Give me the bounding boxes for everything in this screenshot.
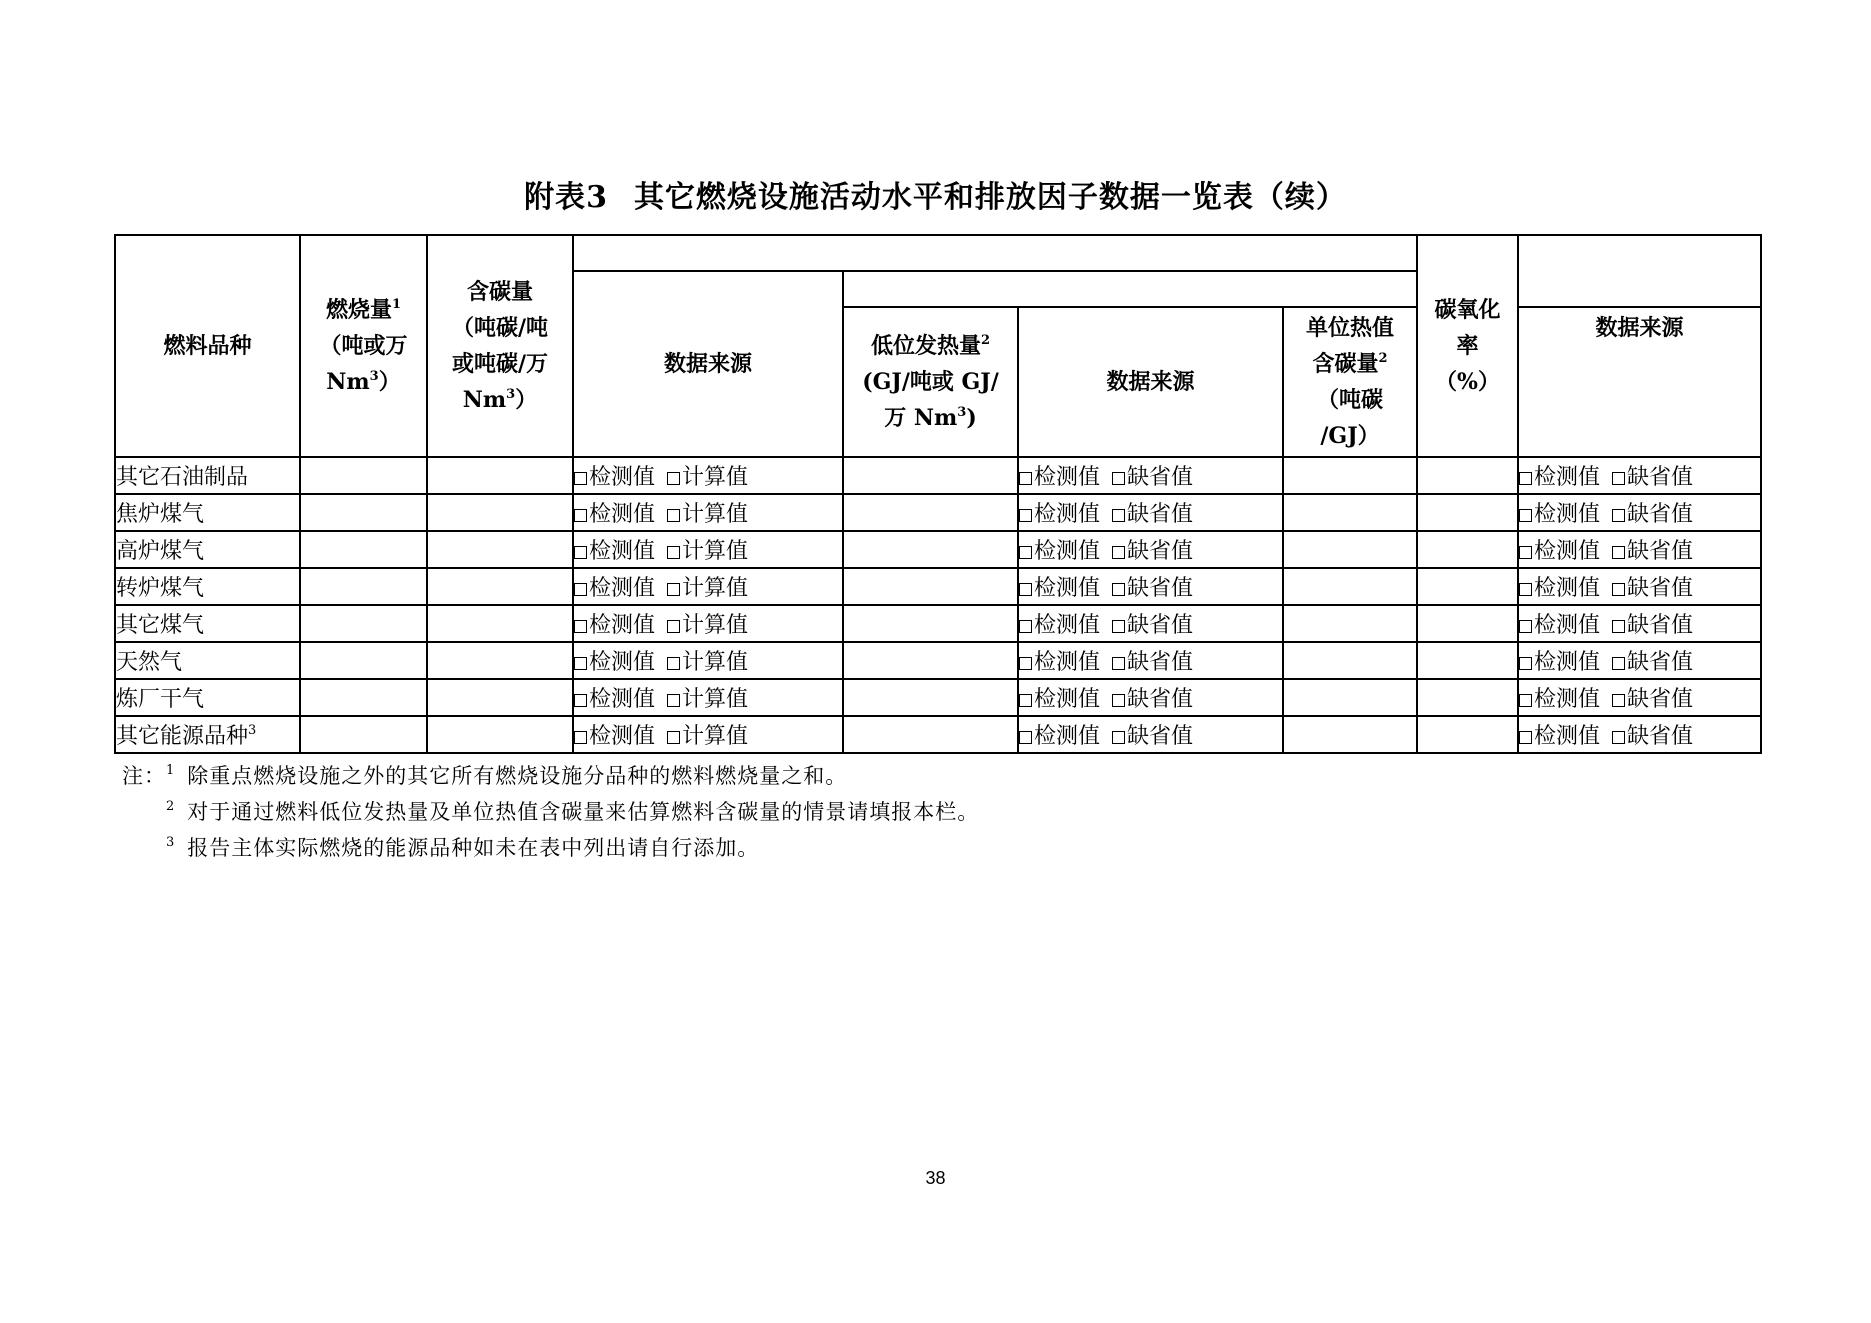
checkbox-icon[interactable] — [1519, 509, 1532, 522]
option-calculated[interactable]: 计算值 — [667, 465, 748, 490]
oxidation-rate-cell[interactable] — [1417, 568, 1518, 605]
carbon-content-cell[interactable] — [427, 531, 573, 568]
option-measured[interactable]: 检测值 — [574, 502, 655, 527]
fuel-name-cell: 其它能源品种$^3$ — [115, 716, 300, 753]
checkbox-icon[interactable] — [1612, 620, 1625, 633]
option-measured[interactable]: 检测值 — [1019, 576, 1100, 601]
carbon-content-cell[interactable] — [427, 457, 573, 494]
option-measured[interactable]: 检测值 — [1519, 576, 1600, 601]
checkbox-icon[interactable] — [574, 583, 587, 596]
option-measured[interactable]: 检测值 — [1519, 724, 1600, 749]
option-measured[interactable]: 检测值 — [574, 724, 655, 749]
checkbox-icon[interactable] — [667, 583, 680, 596]
option-measured[interactable]: 检测值 — [1019, 465, 1100, 490]
option-measured[interactable]: 检测值 — [574, 687, 655, 712]
checkbox-icon[interactable] — [1612, 657, 1625, 670]
option-calculated[interactable]: 计算值 — [667, 687, 748, 712]
checkbox-icon[interactable] — [1112, 509, 1125, 522]
oxidation-rate-cell[interactable] — [1417, 605, 1518, 642]
checkbox-icon[interactable] — [1112, 620, 1125, 633]
carbon-per-heat-cell[interactable] — [1283, 568, 1417, 605]
data-source-cell — [1518, 679, 1761, 716]
header-oxidation-rate: 碳氧化 率 （%） — [1417, 235, 1518, 457]
fuel-name-cell: 转炉煤气 — [115, 568, 300, 605]
table-row — [115, 605, 1761, 642]
option-default[interactable]: 缺省值 — [1612, 502, 1693, 527]
checkbox-icon[interactable] — [1612, 731, 1625, 744]
data-source-cell — [1018, 716, 1283, 753]
option-measured[interactable]: 检测值 — [1019, 650, 1100, 675]
option-measured[interactable]: 检测值 — [574, 576, 655, 601]
option-default[interactable]: 缺省值 — [1112, 465, 1193, 490]
carbon-per-heat-cell[interactable] — [1283, 457, 1417, 494]
option-measured[interactable]: 检测值 — [1019, 539, 1100, 564]
option-default[interactable]: 缺省值 — [1112, 687, 1193, 712]
table-row — [115, 568, 1761, 605]
table-row — [115, 457, 1761, 494]
option-calculated[interactable]: 计算值 — [667, 613, 748, 638]
net-calorific-value-cell[interactable] — [843, 679, 1018, 716]
footnote-2: $^2$ 对于通过燃料低位发热量及单位热值含碳量来估算燃料含碳量的情景请填报本栏。 — [166, 799, 980, 824]
option-default[interactable]: 缺省值 — [1112, 724, 1193, 749]
data-source-cell — [1018, 568, 1283, 605]
checkbox-icon[interactable] — [667, 694, 680, 707]
footnotes — [122, 758, 979, 866]
carbon-per-heat-cell[interactable] — [1283, 716, 1417, 753]
checkbox-icon[interactable] — [574, 620, 587, 633]
data-source-cell — [1518, 531, 1761, 568]
checkbox-icon[interactable] — [574, 731, 587, 744]
checkbox-icon[interactable] — [574, 472, 587, 485]
checkbox-icon[interactable] — [1019, 657, 1032, 670]
carbon-content-cell[interactable] — [427, 679, 573, 716]
checkbox-icon[interactable] — [1019, 546, 1032, 559]
option-default[interactable]: 缺省值 — [1112, 502, 1193, 527]
data-source-cell — [573, 716, 843, 753]
fuel-name-cell: 焦炉煤气 — [115, 494, 300, 531]
checkbox-icon[interactable] — [1612, 509, 1625, 522]
footnote-1: 注：$^1$ 除重点燃烧设施之外的其它所有燃烧设施分品种的燃料燃烧量之和。 — [122, 763, 848, 788]
data-source-cell — [573, 605, 843, 642]
oxidation-rate-cell[interactable] — [1417, 642, 1518, 679]
carbon-per-heat-cell[interactable] — [1283, 494, 1417, 531]
checkbox-icon[interactable] — [667, 731, 680, 744]
header-combustion-amount: 燃烧量$^1$ （吨或万 Nm$^3$） — [300, 235, 427, 457]
oxidation-rate-cell[interactable] — [1417, 457, 1518, 494]
option-default[interactable]: 缺省值 — [1612, 724, 1693, 749]
checkbox-icon[interactable] — [667, 509, 680, 522]
option-measured[interactable]: 检测值 — [1519, 539, 1600, 564]
carbon-per-heat-cell[interactable] — [1283, 531, 1417, 568]
checkbox-icon[interactable] — [1519, 694, 1532, 707]
oxidation-rate-cell[interactable] — [1417, 679, 1518, 716]
table-row — [115, 679, 1761, 716]
checkbox-icon[interactable] — [1519, 657, 1532, 670]
data-source-cell — [1518, 457, 1761, 494]
table-row — [115, 716, 1761, 753]
header-blank-right — [1518, 235, 1761, 307]
oxidation-rate-cell[interactable] — [1417, 716, 1518, 753]
data-source-cell — [1018, 531, 1283, 568]
header-carbon-content: 含碳量 （吨碳/吨 或吨碳/万 Nm$^3$） — [427, 235, 573, 457]
option-calculated[interactable]: 计算值 — [667, 576, 748, 601]
option-default[interactable]: 缺省值 — [1112, 650, 1193, 675]
fuel-name-cell: 其它石油制品 — [115, 457, 300, 494]
net-calorific-value-cell[interactable] — [843, 494, 1018, 531]
option-measured[interactable]: 检测值 — [1019, 724, 1100, 749]
header-fuel-type: 燃料品种 — [115, 235, 300, 457]
combustion-amount-cell[interactable] — [300, 605, 427, 642]
checkbox-icon[interactable] — [574, 546, 587, 559]
carbon-content-cell[interactable] — [427, 494, 573, 531]
option-calculated[interactable]: 计算值 — [667, 539, 748, 564]
checkbox-icon[interactable] — [1519, 620, 1532, 633]
combustion-amount-cell[interactable] — [300, 642, 427, 679]
option-default[interactable]: 缺省值 — [1112, 576, 1193, 601]
data-source-cell — [573, 679, 843, 716]
data-source-cell — [1518, 568, 1761, 605]
option-default[interactable]: 缺省值 — [1612, 465, 1693, 490]
checkbox-icon[interactable] — [1019, 731, 1032, 744]
option-measured[interactable]: 检测值 — [1019, 502, 1100, 527]
carbon-content-cell[interactable] — [427, 642, 573, 679]
option-default[interactable]: 缺省值 — [1612, 650, 1693, 675]
option-default[interactable]: 缺省值 — [1112, 613, 1193, 638]
combustion-amount-cell[interactable] — [300, 568, 427, 605]
net-calorific-value-cell[interactable] — [843, 642, 1018, 679]
data-source-cell — [573, 642, 843, 679]
header-data-source-3: 数据来源 — [1518, 307, 1761, 457]
option-measured[interactable]: 检测值 — [1019, 613, 1100, 638]
combustion-amount-cell[interactable] — [300, 494, 427, 531]
data-source-cell — [1018, 457, 1283, 494]
checkbox-icon[interactable] — [667, 657, 680, 670]
checkbox-icon[interactable] — [667, 472, 680, 485]
combustion-amount-cell[interactable] — [300, 531, 427, 568]
table-row — [115, 642, 1761, 679]
option-measured[interactable]: 检测值 — [574, 539, 655, 564]
header-data-source-1: 数据来源 — [573, 271, 843, 457]
checkbox-icon[interactable] — [1112, 546, 1125, 559]
data-source-cell — [573, 457, 843, 494]
checkbox-icon[interactable] — [1612, 546, 1625, 559]
oxidation-rate-cell[interactable] — [1417, 531, 1518, 568]
fuel-name-cell: 天然气 — [115, 642, 300, 679]
option-measured[interactable]: 检测值 — [1019, 687, 1100, 712]
data-source-cell — [1018, 605, 1283, 642]
data-source-cell — [1518, 642, 1761, 679]
carbon-per-heat-cell[interactable] — [1283, 642, 1417, 679]
fuel-name-cell: 其它煤气 — [115, 605, 300, 642]
checkbox-icon[interactable] — [1112, 583, 1125, 596]
option-measured[interactable]: 检测值 — [574, 613, 655, 638]
combustion-amount-cell[interactable] — [300, 679, 427, 716]
checkbox-icon[interactable] — [1112, 731, 1125, 744]
checkbox-icon[interactable] — [667, 546, 680, 559]
option-default[interactable]: 缺省值 — [1612, 687, 1693, 712]
checkbox-icon[interactable] — [1112, 472, 1125, 485]
option-measured[interactable]: 检测值 — [1519, 687, 1600, 712]
net-calorific-value-cell[interactable] — [843, 568, 1018, 605]
fuel-name-cell: 炼厂干气 — [115, 679, 300, 716]
option-measured[interactable]: 检测值 — [1519, 650, 1600, 675]
checkbox-icon[interactable] — [1612, 694, 1625, 707]
data-source-cell — [1518, 716, 1761, 753]
combustion-amount-cell[interactable] — [300, 457, 427, 494]
checkbox-icon[interactable] — [1612, 472, 1625, 485]
checkbox-icon[interactable] — [574, 657, 587, 670]
option-measured[interactable]: 检测值 — [1519, 613, 1600, 638]
checkbox-icon[interactable] — [1019, 620, 1032, 633]
option-default[interactable]: 缺省值 — [1112, 539, 1193, 564]
footnote-3: $^3$ 报告主体实际燃烧的能源品种如未在表中列出请自行添加。 — [166, 835, 760, 860]
checkbox-icon[interactable] — [1112, 694, 1125, 707]
option-measured[interactable]: 检测值 — [574, 465, 655, 490]
checkbox-icon[interactable] — [1019, 509, 1032, 522]
data-source-cell — [1018, 494, 1283, 531]
option-measured[interactable]: 检测值 — [1519, 502, 1600, 527]
option-calculated[interactable]: 计算值 — [667, 724, 748, 749]
checkbox-icon[interactable] — [574, 509, 587, 522]
oxidation-rate-cell[interactable] — [1417, 494, 1518, 531]
data-source-cell — [573, 568, 843, 605]
checkbox-icon[interactable] — [1519, 546, 1532, 559]
header-carbon-per-heat: 单位热值 含碳量$^2$ （吨碳 /GJ） — [1283, 307, 1417, 457]
carbon-content-cell[interactable] — [427, 568, 573, 605]
data-source-cell — [573, 531, 843, 568]
combustion-amount-cell[interactable] — [300, 716, 427, 753]
page-title: 附表3 其它燃烧设施活动水平和排放因子数据一览表（续） — [524, 180, 1347, 215]
activity-data-table — [114, 234, 1762, 754]
page-number: 38 — [925, 1168, 946, 1188]
checkbox-icon[interactable] — [1112, 657, 1125, 670]
checkbox-icon[interactable] — [1019, 472, 1032, 485]
net-calorific-value-cell[interactable] — [843, 605, 1018, 642]
data-source-cell — [1018, 642, 1283, 679]
checkbox-icon[interactable] — [1019, 694, 1032, 707]
checkbox-icon[interactable] — [667, 620, 680, 633]
data-source-cell — [1518, 605, 1761, 642]
option-default[interactable]: 缺省值 — [1612, 613, 1693, 638]
option-measured[interactable]: 检测值 — [1519, 465, 1600, 490]
net-calorific-value-cell[interactable] — [843, 457, 1018, 494]
fuel-name-cell: 高炉煤气 — [115, 531, 300, 568]
checkbox-icon[interactable] — [1612, 583, 1625, 596]
option-calculated[interactable]: 计算值 — [667, 650, 748, 675]
header-net-calorific-value: 低位发热量$^2$ (GJ/吨或 GJ/ 万 Nm$^3$) — [843, 307, 1018, 457]
data-source-cell — [1018, 679, 1283, 716]
checkbox-icon[interactable] — [574, 694, 587, 707]
checkbox-icon[interactable] — [1519, 731, 1532, 744]
net-calorific-value-cell[interactable] — [843, 716, 1018, 753]
table-row — [115, 531, 1761, 568]
header-data-source-2: 数据来源 — [1018, 307, 1283, 457]
checkbox-icon[interactable] — [1519, 472, 1532, 485]
carbon-per-heat-cell[interactable] — [1283, 605, 1417, 642]
option-default[interactable]: 缺省值 — [1612, 539, 1693, 564]
header-blank-top — [573, 235, 1417, 271]
carbon-content-cell[interactable] — [427, 605, 573, 642]
option-default[interactable]: 缺省值 — [1612, 576, 1693, 601]
data-source-cell — [1518, 494, 1761, 531]
carbon-per-heat-cell[interactable] — [1283, 679, 1417, 716]
data-source-cell — [573, 494, 843, 531]
option-measured[interactable]: 检测值 — [574, 650, 655, 675]
net-calorific-value-cell[interactable] — [843, 531, 1018, 568]
option-calculated[interactable]: 计算值 — [667, 502, 748, 527]
header-blank-mid — [843, 271, 1417, 307]
checkbox-icon[interactable] — [1019, 583, 1032, 596]
carbon-content-cell[interactable] — [427, 716, 573, 753]
table-row — [115, 494, 1761, 531]
checkbox-icon[interactable] — [1519, 583, 1532, 596]
